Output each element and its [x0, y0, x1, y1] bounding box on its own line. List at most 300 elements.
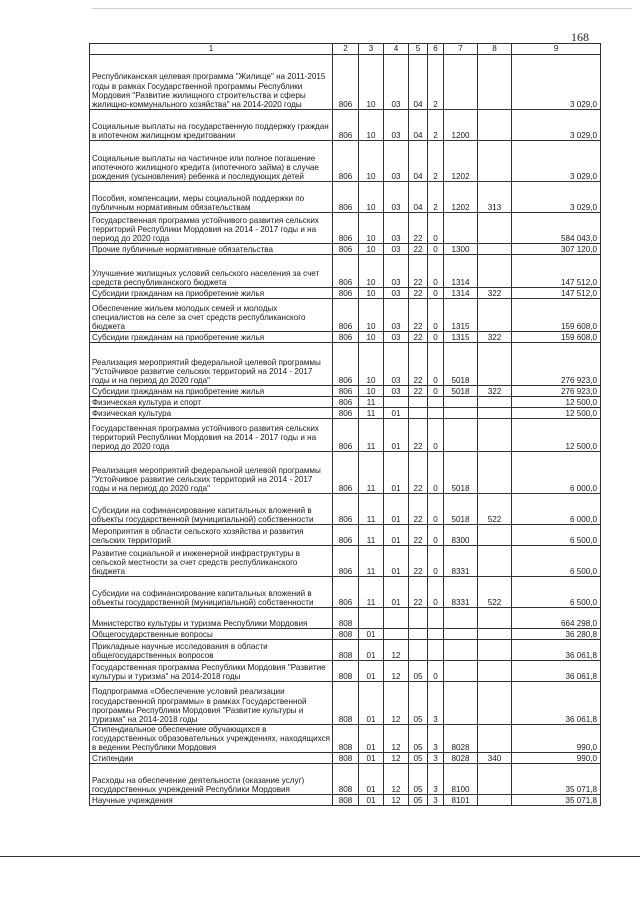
table-row: [90, 244, 601, 255]
row-code: 806: [333, 452, 359, 494]
row-expense-type: 340: [478, 753, 512, 764]
row-code: 806: [333, 577, 359, 608]
row-target-item: [444, 640, 478, 661]
row-subprogram: 2: [428, 110, 444, 141]
row-subprogram: 3: [428, 795, 444, 806]
table-row: [90, 608, 601, 629]
row-subprogram: [428, 608, 444, 629]
row-subsection: 03: [384, 288, 409, 299]
row-amount: 276 923,0: [512, 386, 601, 397]
row-subsection: 03: [384, 299, 409, 332]
table-row: [90, 386, 601, 397]
row-section: 11: [359, 577, 384, 608]
row-name: Стипендиальное обеспечение обучающихся в государственных образовательных учреждениях, находящихся в ведении Республики Мордовия: [90, 725, 333, 753]
row-amount: 276 923,0: [512, 343, 601, 386]
row-code: 806: [333, 343, 359, 386]
table-row: [90, 661, 601, 682]
row-section: 10: [359, 141, 384, 182]
row-program: 04: [409, 110, 428, 141]
row-amount: 3 029,0: [512, 141, 601, 182]
row-target-item: [444, 608, 478, 629]
row-subprogram: 0: [428, 213, 444, 244]
table-row: [90, 182, 601, 213]
row-program: [409, 397, 428, 408]
row-code: 806: [333, 244, 359, 255]
row-target-item: 8028: [444, 753, 478, 764]
row-program: 22: [409, 288, 428, 299]
table-row: [90, 408, 601, 419]
row-section: 10: [359, 55, 384, 110]
row-amount: 307 120,0: [512, 244, 601, 255]
row-program: 22: [409, 213, 428, 244]
col-header: 3: [359, 44, 384, 55]
row-target-item: [444, 629, 478, 640]
bottom-rule: [0, 856, 640, 857]
row-expense-type: [478, 343, 512, 386]
row-subsection: 01: [384, 408, 409, 419]
row-program: 22: [409, 494, 428, 525]
row-amount: 147 512,0: [512, 255, 601, 288]
row-target-item: 8100: [444, 764, 478, 795]
row-amount: 6 500,0: [512, 577, 601, 608]
row-target-item: 8331: [444, 577, 478, 608]
top-rule: [92, 8, 632, 9]
row-code: 806: [333, 397, 359, 408]
row-target-item: [444, 661, 478, 682]
row-section: 10: [359, 110, 384, 141]
row-subprogram: 0: [428, 494, 444, 525]
row-subsection: 01: [384, 494, 409, 525]
row-name: Прикладные научные исследования в области общегосударственных вопросов: [90, 640, 333, 661]
row-amount: 159 608,0: [512, 299, 601, 332]
table-row: [90, 332, 601, 343]
row-program: 05: [409, 682, 428, 725]
row-code: 808: [333, 682, 359, 725]
row-subsection: 03: [384, 55, 409, 110]
row-subsection: 03: [384, 182, 409, 213]
row-subprogram: 0: [428, 386, 444, 397]
row-expense-type: [478, 608, 512, 629]
row-section: 01: [359, 640, 384, 661]
row-name: Обеспечение жильем молодых семей и молодых специалистов на селе за счет средств республиканского бюджета: [90, 299, 333, 332]
row-subsection: 03: [384, 141, 409, 182]
row-subsection: [384, 397, 409, 408]
row-target-item: 8028: [444, 725, 478, 753]
row-subprogram: 0: [428, 343, 444, 386]
row-expense-type: [478, 629, 512, 640]
row-expense-type: 522: [478, 494, 512, 525]
row-code: 806: [333, 494, 359, 525]
row-program: 05: [409, 795, 428, 806]
row-subprogram: 3: [428, 725, 444, 753]
row-code: 806: [333, 182, 359, 213]
row-name: Субсидии на софинансирование капитальных вложений в объекты государственной (муниципальной) собственности: [90, 577, 333, 608]
row-code: 806: [333, 213, 359, 244]
table-row: [90, 764, 601, 795]
row-section: 01: [359, 629, 384, 640]
row-section: 01: [359, 725, 384, 753]
row-subsection: 12: [384, 682, 409, 725]
budget-table: [89, 43, 601, 806]
table-row: [90, 525, 601, 546]
row-subsection: 12: [384, 753, 409, 764]
col-header: 6: [428, 44, 444, 55]
row-section: 10: [359, 182, 384, 213]
row-expense-type: [478, 452, 512, 494]
row-target-item: 8101: [444, 795, 478, 806]
row-subsection: 03: [384, 386, 409, 397]
row-subprogram: 0: [428, 419, 444, 452]
row-target-item: 8331: [444, 546, 478, 577]
row-amount: 12 500,0: [512, 419, 601, 452]
row-subprogram: 0: [428, 661, 444, 682]
row-target-item: 1202: [444, 182, 478, 213]
row-expense-type: [478, 419, 512, 452]
row-subprogram: [428, 640, 444, 661]
row-name: Министерство культуры и туризма Республики Мордовия: [90, 608, 333, 629]
row-section: 11: [359, 525, 384, 546]
row-amount: 12 500,0: [512, 397, 601, 408]
col-header: 1: [90, 44, 333, 55]
row-expense-type: [478, 661, 512, 682]
row-target-item: [444, 213, 478, 244]
table-row: [90, 452, 601, 494]
col-header: 9: [512, 44, 601, 55]
row-subsection: 03: [384, 332, 409, 343]
table-row: [90, 213, 601, 244]
table-row: [90, 640, 601, 661]
row-amount: 3 029,0: [512, 55, 601, 110]
row-target-item: 8300: [444, 525, 478, 546]
row-section: 10: [359, 288, 384, 299]
row-target-item: 1314: [444, 255, 478, 288]
row-amount: 6 500,0: [512, 546, 601, 577]
row-subsection: 01: [384, 525, 409, 546]
row-program: 04: [409, 141, 428, 182]
row-code: 806: [333, 525, 359, 546]
row-target-item: 1314: [444, 288, 478, 299]
row-section: [359, 608, 384, 629]
row-subprogram: 0: [428, 299, 444, 332]
row-code: 806: [333, 288, 359, 299]
row-section: 01: [359, 661, 384, 682]
row-code: 806: [333, 255, 359, 288]
row-name: Субсидии гражданам на приобретение жилья: [90, 288, 333, 299]
row-amount: 159 608,0: [512, 332, 601, 343]
row-program: [409, 629, 428, 640]
row-amount: 36 061,8: [512, 682, 601, 725]
row-name: Физическая культура: [90, 408, 333, 419]
row-section: 10: [359, 299, 384, 332]
row-name: Государственная программа устойчивого развития сельских территорий Республики Мордовия на 2014 - 2017 годы и на период до 2020 года: [90, 419, 333, 452]
row-name: Республиканская целевая программа "Жилище" на 2011-2015 годы в рамках Государственной программы Республики Мордовия "Развитие жилищного строительства и сферы жилищно-коммунального хозяйства" на 2014-2020 годы: [90, 55, 333, 110]
row-subprogram: 3: [428, 753, 444, 764]
row-code: 806: [333, 55, 359, 110]
row-amount: 12 500,0: [512, 408, 601, 419]
row-section: 11: [359, 397, 384, 408]
table-row: [90, 682, 601, 725]
row-subsection: 03: [384, 110, 409, 141]
table-row: [90, 753, 601, 764]
row-expense-type: [478, 244, 512, 255]
row-section: 10: [359, 255, 384, 288]
row-program: 22: [409, 386, 428, 397]
row-program: [409, 408, 428, 419]
row-section: 01: [359, 795, 384, 806]
row-program: 05: [409, 725, 428, 753]
row-program: 04: [409, 182, 428, 213]
row-amount: 664 298,0: [512, 608, 601, 629]
row-target-item: [444, 419, 478, 452]
row-section: 10: [359, 244, 384, 255]
row-code: 808: [333, 640, 359, 661]
page-number: 168: [571, 30, 589, 44]
row-expense-type: 322: [478, 332, 512, 343]
row-amount: 990,0: [512, 753, 601, 764]
row-subsection: 12: [384, 764, 409, 795]
row-subsection: [384, 629, 409, 640]
row-target-item: 5018: [444, 343, 478, 386]
row-subprogram: [428, 408, 444, 419]
row-program: 22: [409, 577, 428, 608]
row-subprogram: 3: [428, 764, 444, 795]
row-subprogram: 2: [428, 182, 444, 213]
table-row: [90, 725, 601, 753]
row-code: 808: [333, 753, 359, 764]
col-header: 4: [384, 44, 409, 55]
row-amount: 36 280,8: [512, 629, 601, 640]
row-subprogram: 0: [428, 288, 444, 299]
row-name: Прочие публичные нормативные обязательства: [90, 244, 333, 255]
row-expense-type: [478, 795, 512, 806]
row-code: 808: [333, 725, 359, 753]
table-body: [90, 55, 601, 806]
row-code: 808: [333, 629, 359, 640]
row-target-item: 5018: [444, 452, 478, 494]
row-subsection: 01: [384, 546, 409, 577]
row-target-item: [444, 55, 478, 110]
row-expense-type: [478, 764, 512, 795]
row-expense-type: [478, 397, 512, 408]
row-program: [409, 608, 428, 629]
row-code: 806: [333, 386, 359, 397]
row-section: 10: [359, 343, 384, 386]
row-name: Социальные выплаты на частичное или полное погашение ипотечного жилищного кредита (ипотечного займа) в случае рождения (усыновления) ребенка и последующих детей: [90, 141, 333, 182]
table-row: [90, 299, 601, 332]
row-code: 808: [333, 795, 359, 806]
table-row: [90, 494, 601, 525]
row-name: Улучшение жилищных условий сельского населения за счет средств республиканского бюджета: [90, 255, 333, 288]
row-expense-type: [478, 640, 512, 661]
row-subsection: 03: [384, 255, 409, 288]
row-section: 11: [359, 408, 384, 419]
table-row: [90, 288, 601, 299]
row-section: 11: [359, 546, 384, 577]
row-program: 22: [409, 332, 428, 343]
row-name: Физическая культура и спорт: [90, 397, 333, 408]
row-expense-type: [478, 525, 512, 546]
row-expense-type: [478, 213, 512, 244]
row-amount: 990,0: [512, 725, 601, 753]
row-subsection: 03: [384, 343, 409, 386]
row-subprogram: 0: [428, 332, 444, 343]
row-amount: 3 029,0: [512, 110, 601, 141]
table-row: [90, 577, 601, 608]
col-header: 2: [333, 44, 359, 55]
row-program: 22: [409, 419, 428, 452]
row-subsection: 12: [384, 795, 409, 806]
row-subprogram: 2: [428, 55, 444, 110]
row-amount: 35 071,8: [512, 764, 601, 795]
row-expense-type: [478, 141, 512, 182]
table-row: [90, 795, 601, 806]
row-expense-type: 322: [478, 288, 512, 299]
row-name: Стипендии: [90, 753, 333, 764]
row-code: 806: [333, 332, 359, 343]
row-amount: 6 500,0: [512, 525, 601, 546]
col-header: 7: [444, 44, 478, 55]
row-code: 806: [333, 408, 359, 419]
row-code: 806: [333, 546, 359, 577]
row-section: 11: [359, 419, 384, 452]
row-subprogram: 2: [428, 141, 444, 182]
row-name: Расходы на обеспечение деятельности (оказание услуг) государственных учреждений Республики Мордовия: [90, 764, 333, 795]
table-row: [90, 110, 601, 141]
row-program: 22: [409, 525, 428, 546]
row-name: Общегосударственные вопросы: [90, 629, 333, 640]
row-code: 808: [333, 608, 359, 629]
row-expense-type: 313: [478, 182, 512, 213]
row-program: 22: [409, 452, 428, 494]
row-name: Социальные выплаты на государственную поддержку граждан в ипотечном жилищном кредитовании: [90, 110, 333, 141]
table-row: [90, 546, 601, 577]
row-expense-type: 522: [478, 577, 512, 608]
row-target-item: 1315: [444, 299, 478, 332]
row-amount: 6 000,0: [512, 452, 601, 494]
row-subprogram: [428, 397, 444, 408]
row-code: 808: [333, 764, 359, 795]
row-program: [409, 640, 428, 661]
row-target-item: [444, 682, 478, 725]
row-subsection: 01: [384, 577, 409, 608]
row-program: 04: [409, 55, 428, 110]
row-subsection: 01: [384, 452, 409, 494]
row-section: 11: [359, 452, 384, 494]
table-row: [90, 55, 601, 110]
row-program: 05: [409, 764, 428, 795]
row-code: 808: [333, 661, 359, 682]
table-row: [90, 255, 601, 288]
row-name: Субсидии на софинансирование капитальных вложений в объекты государственной (муниципальной) собственности: [90, 494, 333, 525]
row-name: Государственная программа Республики Мордовия "Развитие культуры и туризма" на 2014-2018 годы: [90, 661, 333, 682]
row-name: Государственная программа устойчивого развития сельских территорий Республики Мордовия на 2014 - 2017 годы и на период до 2020 года: [90, 213, 333, 244]
row-code: 806: [333, 110, 359, 141]
table-row: [90, 343, 601, 386]
row-target-item: 1200: [444, 110, 478, 141]
row-subprogram: [428, 629, 444, 640]
row-target-item: [444, 408, 478, 419]
row-subsection: 12: [384, 661, 409, 682]
row-target-item: 1300: [444, 244, 478, 255]
row-code: 806: [333, 299, 359, 332]
row-section: 10: [359, 213, 384, 244]
table-row: [90, 419, 601, 452]
row-name: Развитие социальной и инженерной инфраструктуры в сельской местности за счет средств республиканского бюджета: [90, 546, 333, 577]
table-row: [90, 141, 601, 182]
row-name: Субсидии гражданам на приобретение жилья: [90, 332, 333, 343]
row-name: Субсидии гражданам на приобретение жилья: [90, 386, 333, 397]
row-name: Реализация мероприятий федеральной целевой программы "Устойчивое развитие сельских территорий на 2014 - 2017 годы и на период до 2020 года": [90, 343, 333, 386]
row-amount: 3 029,0: [512, 182, 601, 213]
row-subsection: 12: [384, 640, 409, 661]
row-subprogram: 0: [428, 255, 444, 288]
row-section: 01: [359, 764, 384, 795]
row-expense-type: [478, 255, 512, 288]
row-program: 22: [409, 299, 428, 332]
row-subprogram: 0: [428, 546, 444, 577]
row-name: Подпрограмма «Обеспечение условий реализации государственной программы» в рамках Государственной программы Республики Мордовия "Развитие культуры и туризма" на 2014-2018 годы: [90, 682, 333, 725]
row-subprogram: 0: [428, 577, 444, 608]
row-subprogram: 0: [428, 525, 444, 546]
row-target-item: [444, 397, 478, 408]
row-amount: 6 000,0: [512, 494, 601, 525]
row-amount: 35 071,8: [512, 795, 601, 806]
row-target-item: 1315: [444, 332, 478, 343]
row-subsection: [384, 608, 409, 629]
table-row: [90, 629, 601, 640]
col-header: 5: [409, 44, 428, 55]
row-subprogram: 3: [428, 682, 444, 725]
row-section: 11: [359, 494, 384, 525]
header-row: [90, 44, 601, 55]
row-subsection: 12: [384, 725, 409, 753]
row-expense-type: [478, 725, 512, 753]
row-target-item: 5018: [444, 386, 478, 397]
row-code: 806: [333, 141, 359, 182]
row-name: Пособия, компенсации, меры социальной поддержки по публичным нормативным обязательствам: [90, 182, 333, 213]
row-target-item: 5018: [444, 494, 478, 525]
row-target-item: 1202: [444, 141, 478, 182]
row-section: 01: [359, 682, 384, 725]
row-expense-type: [478, 55, 512, 110]
row-program: 05: [409, 753, 428, 764]
row-name: Реализация мероприятий федеральной целевой программы "Устойчивое развитие сельских территорий на 2014 - 2017 годы и на период до 2020 года": [90, 452, 333, 494]
row-code: 806: [333, 419, 359, 452]
row-expense-type: [478, 408, 512, 419]
row-subprogram: 0: [428, 452, 444, 494]
row-name: Научные учреждения: [90, 795, 333, 806]
row-amount: 36 061,8: [512, 640, 601, 661]
row-program: 22: [409, 546, 428, 577]
row-name: Мероприятия в области сельского хозяйства и развития сельских территорий: [90, 525, 333, 546]
row-expense-type: [478, 546, 512, 577]
row-expense-type: [478, 110, 512, 141]
row-section: 10: [359, 332, 384, 343]
col-header: 8: [478, 44, 512, 55]
table-row: [90, 397, 601, 408]
row-section: 10: [359, 386, 384, 397]
row-subprogram: 0: [428, 244, 444, 255]
row-amount: 147 512,0: [512, 288, 601, 299]
row-amount: 36 061,8: [512, 661, 601, 682]
row-subsection: 03: [384, 213, 409, 244]
row-program: 22: [409, 255, 428, 288]
row-program: 22: [409, 343, 428, 386]
row-expense-type: [478, 682, 512, 725]
row-program: 05: [409, 661, 428, 682]
row-subsection: 03: [384, 244, 409, 255]
row-section: 01: [359, 753, 384, 764]
